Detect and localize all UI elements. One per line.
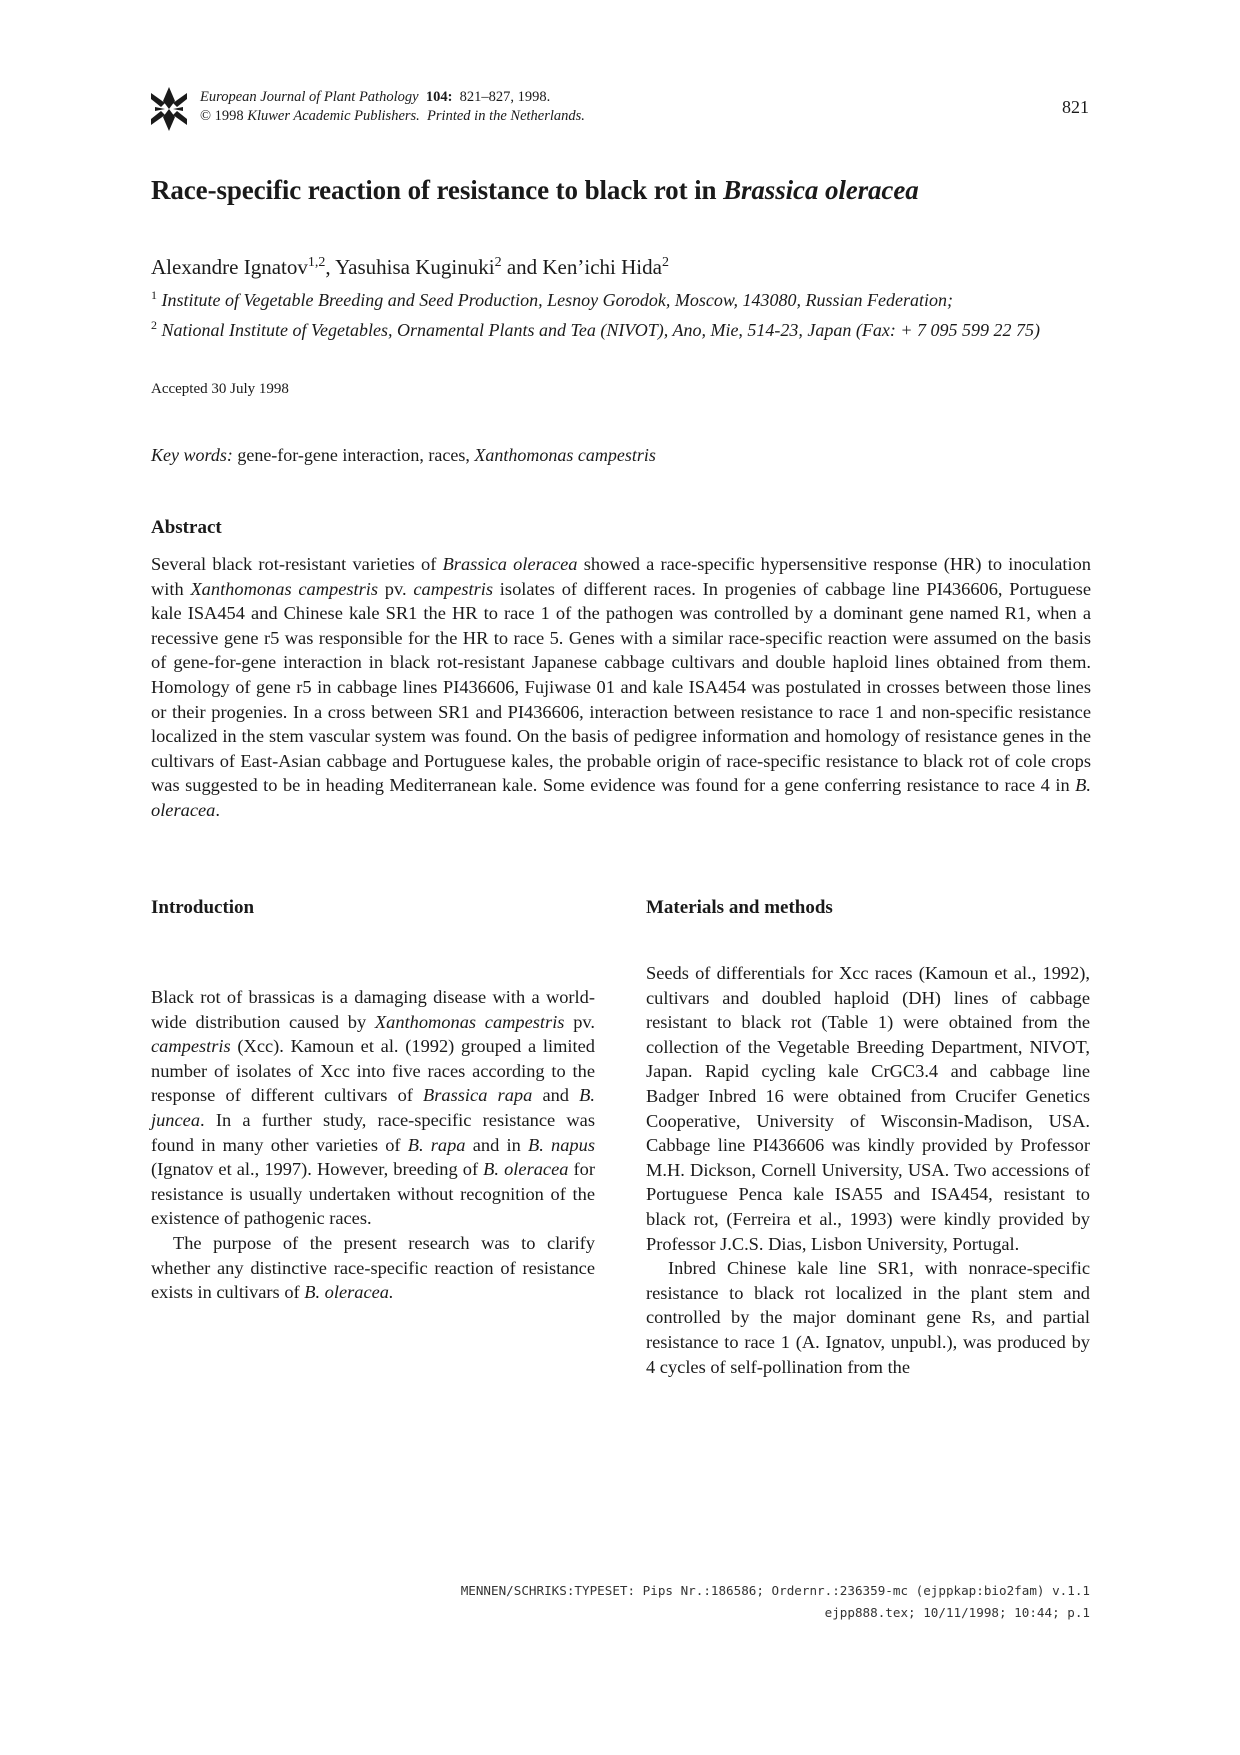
copyright: © 1998 bbox=[200, 108, 244, 124]
keywords-text: gene-for-gene interaction, races, bbox=[232, 445, 475, 465]
affiliation-1-number: 1 bbox=[151, 288, 157, 302]
intro-italic: campestris bbox=[151, 1036, 231, 1057]
intro-text: for resistance is usually undertaken without recognition of the existence of pathogenic races. bbox=[151, 1159, 595, 1229]
materials-paragraph-1: Seeds of differentials for Xcc races (Kamoun et al., 1992), cultivars and doubled haploid (DH) lines of cabbage resistant to black rot (Table 1) were obtained from the collection of the Vegetable Breeding Department, NIVOT, Japan. Rapid cycling kale CrGC3.4 and cabbage line Badger Inbred 16 were obtained from Crucifer Genetics Cooperative, University of Wisconsin-Madison, USA. Cabbage line PI436606 was kindly provided by Professor M.H. Dickson, Cornell University, USA. Two accessions of Portuguese Penca kale ISA55 and ISA454, resistant to black rot, (Ferreira et al., 1993) were kindly provided by Professor J.C.S. Dias, Lisbon University, Portugal. bbox=[646, 963, 1090, 1254]
abstract-body bbox=[151, 552, 1091, 823]
intro-text: pv. bbox=[564, 1011, 596, 1032]
title-main: Race-specific reaction of resistance to black rot in bbox=[151, 175, 724, 205]
affiliation-1 bbox=[151, 283, 1091, 313]
introduction-paragraph-2 bbox=[151, 1231, 595, 1305]
author-1-affil: 1,2 bbox=[307, 255, 326, 270]
abstract-text: pv. bbox=[378, 578, 414, 599]
accepted-date: Accepted 30 July 1998 bbox=[151, 381, 289, 397]
intro-italic: B. napus bbox=[528, 1134, 595, 1155]
abstract-text: isolates of different races. In progenies of cabbage line PI436606, Portuguese kale ISA454 and Chinese kale SR1 the HR to race 1 of the pathogen was controlled by a dominant gene named R1, when a recessive gene r5 was responsible for the HR to race 5. Genes with a similar race-specific reaction were assumed on the basis of gene-for-gene interaction in black rot-resistant Japanese cabbage cultivars and double haploid lines obtained from them. Homology of gene r5 in cabbage lines PI436606, Fujiwase 01 and kale ISA454 was postulated in crosses between those lines or their progenies. In a cross between SR1 and PI436606, interaction between resistance to race 1 and non-specific resistance localized in the stem vascular system was found. On the basis of pedigree information and homology of resistance genes in the cultivars of East-Asian cabbage and Portuguese kales, the probable origin of race-specific resistance to black rot of cole crops was suggested to be in heading Mediterranean kale. Some evidence was found for a gene conferring resistance to race 4 in bbox=[151, 578, 1091, 796]
page-number: 821 bbox=[1062, 97, 1089, 117]
footer-line-1: MENNEN/SCHRIKS:TYPESET: Pips Nr.:186586; Ordernr.:236359-mc (ejppkap:bio2fam) v.1.1 bbox=[460, 1583, 1090, 1598]
intro-text: (Xcc). Kamoun et al. (1992) grouped a limited number of isolates of Xcc into five races according to the response of different cultivars of bbox=[151, 1036, 595, 1106]
intro-italic: B. rapa bbox=[407, 1134, 466, 1155]
intro-text: and in bbox=[465, 1134, 528, 1155]
affiliation-2 bbox=[151, 313, 1091, 343]
intro-italic: B. oleracea bbox=[483, 1159, 569, 1180]
intro-italic: B. oleracea. bbox=[304, 1282, 394, 1303]
introduction-body bbox=[151, 985, 595, 1305]
materials-paragraph-2: Inbred Chinese kale line SR1, with nonrace-specific resistance to black rot localized in the plant stem and controlled by the major dominant gene Rs, and partial resistance to race 1 (A. Ignatov, unpubl.), was produced by 4 cycles of self-pollination from the bbox=[646, 1258, 1090, 1377]
title-species: Brassica oleracea bbox=[723, 175, 919, 205]
abstract-italic: Xanthomonas campestris bbox=[190, 578, 379, 599]
affiliation-2-number: 2 bbox=[151, 318, 157, 332]
keywords-species: Xanthomonas campestris bbox=[474, 445, 656, 465]
materials-methods-heading: Materials and methods bbox=[646, 897, 833, 918]
affiliation-1-text: Institute of Vegetable Breeding and Seed Production, Lesnoy Gorodok, Moscow, 143080, Russian Federation; bbox=[161, 290, 954, 310]
author-2-affil: 2 bbox=[494, 255, 502, 270]
abstract-heading: Abstract bbox=[151, 517, 222, 538]
author-list bbox=[151, 255, 669, 280]
journal-pages-year: 821–827, 1998. bbox=[459, 89, 551, 105]
author-separator: , bbox=[325, 255, 336, 279]
author-1: Alexandre Ignatov bbox=[151, 255, 308, 279]
typeset-footer bbox=[461, 1580, 1090, 1624]
journal-citation bbox=[200, 88, 585, 126]
intro-italic: B. juncea bbox=[151, 1085, 595, 1130]
keywords bbox=[151, 445, 656, 466]
abstract-italic: Brassica oleracea bbox=[442, 554, 578, 574]
intro-text: . In a further study, race-specific resistance was found in many other varieties of bbox=[151, 1109, 595, 1155]
kluwer-logo-icon bbox=[151, 87, 187, 131]
intro-italic: Brassica rapa bbox=[423, 1085, 533, 1106]
publisher: Kluwer Academic Publishers. bbox=[247, 108, 420, 124]
author-separator: and bbox=[501, 255, 543, 279]
introduction-paragraph-1 bbox=[151, 985, 595, 1231]
introduction-heading: Introduction bbox=[151, 897, 255, 918]
affiliation-2-text: National Institute of Vegetables, Ornamental Plants and Tea (NIVOT), Ano, Mie, 514-23, Japan (Fax: + 7 095 599 22 75) bbox=[161, 320, 1041, 340]
author-3-affil: 2 bbox=[661, 255, 669, 270]
footer-line-2: ejpp888.tex; 10/11/1998; 10:44; p.1 bbox=[824, 1605, 1090, 1620]
abstract-text: Several black rot-resistant varieties of bbox=[151, 554, 443, 574]
journal-name: European Journal of Plant Pathology bbox=[200, 89, 419, 105]
intro-text: (Ignatov et al., 1997). However, breeding of bbox=[151, 1159, 484, 1180]
abstract-text: showed a race-specific hypersensitive response (HR) to inoculation with bbox=[151, 554, 1091, 599]
intro-italic: Xanthomonas campestris bbox=[374, 1011, 565, 1032]
intro-text: Black rot of brassicas is a damaging disease with a world-wide distribution caused by bbox=[151, 987, 595, 1032]
author-2: Yasuhisa Kuginuki bbox=[335, 255, 495, 279]
intro-text: The purpose of the present research was to clarify whether any distinctive race-specific reaction of resistance exists in cultivars of bbox=[151, 1232, 595, 1303]
paper-title bbox=[151, 175, 919, 206]
intro-text: and bbox=[532, 1085, 580, 1106]
keywords-label: Key words: bbox=[151, 445, 233, 465]
journal-volume: 104: bbox=[425, 89, 453, 105]
printed-in: Printed in the Netherlands. bbox=[427, 108, 585, 124]
author-3: Ken’ichi Hida bbox=[542, 255, 662, 279]
abstract-italic: B. oleracea bbox=[151, 775, 1091, 820]
abstract-text: . bbox=[215, 799, 220, 820]
affiliations bbox=[151, 283, 1091, 343]
abstract-italic: campestris bbox=[413, 578, 494, 599]
materials-methods-body bbox=[646, 961, 1090, 1379]
